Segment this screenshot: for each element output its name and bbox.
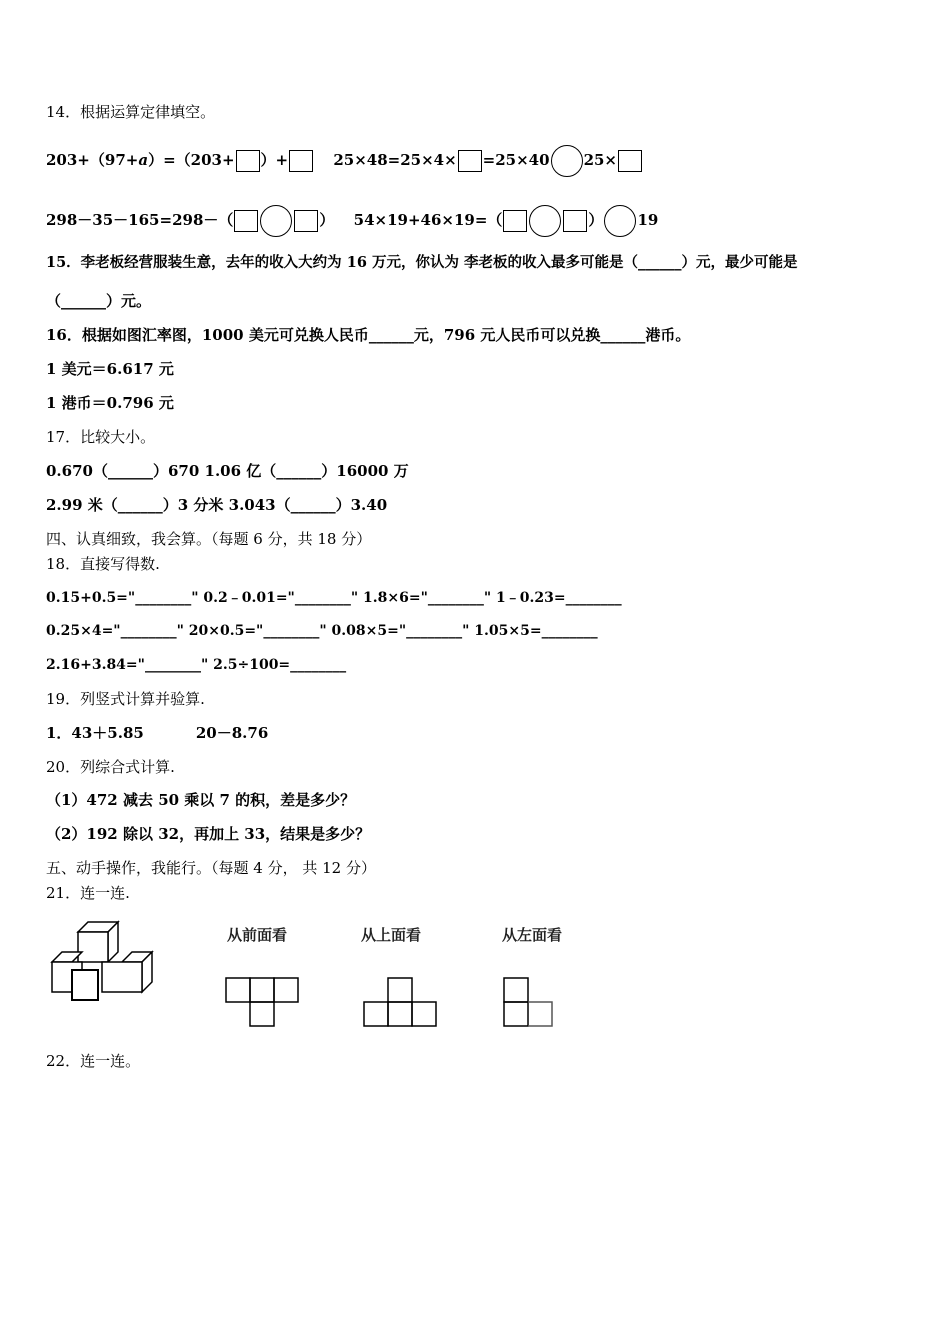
q18-title: 18．直接写得数. <box>46 555 160 573</box>
q16-title: 16．根据如图汇率图，1000 美元可兑换人民币______元，796 元人民币可以兑换______港币。 <box>46 326 691 344</box>
q20-part2: （2）192 除以 32，再加上 33，结果是多少？ <box>46 825 371 843</box>
q16-rate1: 1 美元＝6.617 元 <box>46 360 174 378</box>
q14-row2: 298－35－165=298－（ ） 54×19+46×19=（ ） 19 <box>46 205 658 237</box>
top-view-shape[interactable] <box>362 976 440 1030</box>
answer-circle[interactable] <box>529 205 561 237</box>
answer-box[interactable] <box>458 150 482 172</box>
q17-title: 17．比较大小。 <box>46 428 156 446</box>
q17-line2: 2.99 米（______）3 分米 3.043（______）3.40 <box>46 496 388 514</box>
q14-row1: 203+（97+a）=（203+ ）+ 25×48=25×4× =25×40 25× <box>46 145 643 177</box>
answer-circle[interactable] <box>260 205 292 237</box>
answer-box[interactable] <box>563 210 587 232</box>
answer-box[interactable] <box>289 150 313 172</box>
q19-problems: 1．43＋5.85 20－8.76 <box>46 724 269 742</box>
front-view-label: 从前面看 <box>227 926 288 944</box>
left-view-label: 从左面看 <box>502 926 563 944</box>
section-5-heading: 五、动手操作，我能行。（每题 4 分， 共 12 分） <box>46 859 376 877</box>
top-view-label: 从上面看 <box>361 926 422 944</box>
left-view-shape[interactable] <box>502 976 558 1030</box>
answer-box[interactable] <box>618 150 642 172</box>
front-view-shape[interactable] <box>224 976 302 1030</box>
answer-box[interactable] <box>234 210 258 232</box>
answer-box[interactable] <box>294 210 318 232</box>
q18-line3: 2.16+3.84="________" 2.5÷100=________ <box>46 657 347 673</box>
answer-circle[interactable] <box>604 205 636 237</box>
q15-line2: （______）元。 <box>46 292 152 310</box>
q20-title: 20．列综合式计算. <box>46 758 175 776</box>
q15-line1: 15．李老板经营服装生意，去年的收入大约为 16 万元，你认为 李老板的收入最多可能是（______）元，最少可能是 <box>46 254 798 271</box>
q17-line1: 0.670（______）670 1.06 亿（______）16000 万 <box>46 462 409 480</box>
q18-line2: 0.25×4="________" 20×0.5="________" 0.08×5="________" 1.05×5=________ <box>46 623 598 639</box>
q20-part1: （1）472 减去 50 乘以 7 的积，差是多少？ <box>46 791 356 809</box>
q14-title: 14．根据运算定律填空。 <box>46 103 216 121</box>
q22-title: 22．连一连。 <box>46 1052 141 1070</box>
answer-box[interactable] <box>503 210 527 232</box>
answer-box[interactable] <box>236 150 260 172</box>
section-4-heading: 四、认真细致，我会算。（每题 6 分，共 18 分） <box>46 530 372 548</box>
q19-title: 19．列竖式计算并验算. <box>46 690 205 708</box>
q16-rate2: 1 港币＝0.796 元 <box>46 394 174 412</box>
answer-circle[interactable] <box>551 145 583 177</box>
q18-line1: 0.15+0.5="________" 0.2﹣0.01="________" 1.8×6="________" 1﹣0.23=________ <box>46 590 622 606</box>
cube-solid-figure <box>48 918 168 1008</box>
q21-title: 21．连一连. <box>46 884 130 902</box>
